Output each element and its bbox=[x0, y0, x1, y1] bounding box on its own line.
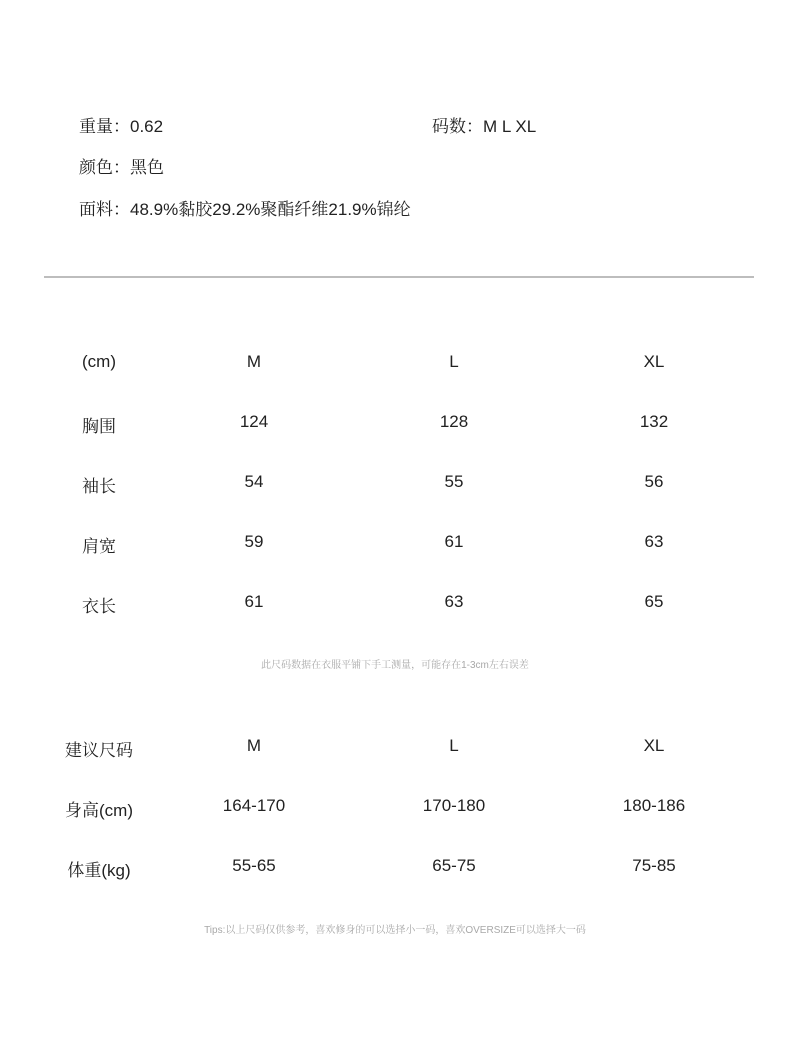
cell-value: 180-186 bbox=[622, 796, 686, 815]
cell-value: 170-180 bbox=[422, 796, 486, 815]
header-size-m: M bbox=[246, 352, 262, 371]
cell-value: 75-85 bbox=[632, 856, 676, 875]
cell-value: 59 bbox=[244, 532, 264, 551]
cell-value: 61 bbox=[244, 592, 264, 611]
cell-value: 124 bbox=[239, 412, 269, 431]
header-size-l: L bbox=[449, 352, 459, 371]
row-label: 身高(cm) bbox=[65, 801, 133, 820]
cell-value: 132 bbox=[639, 412, 669, 431]
measurement-note: 此尺码数据在衣服平铺下手工测量，可能存在1-3cm左右误差 bbox=[261, 660, 529, 671]
cell-value: 56 bbox=[644, 472, 664, 491]
fabric-info: 面料：48.9%黏胶29.2%聚酯纤维21.9%锦纶 bbox=[79, 200, 411, 219]
tips-note: Tips:以上尺码仅供参考，喜欢修身的可以选择小一码，喜欢OVERSIZE可以选择大一码 bbox=[204, 925, 586, 936]
weight-info: 重量：0.62 bbox=[79, 117, 164, 136]
cell-value: 65 bbox=[644, 592, 664, 611]
cell-value: 54 bbox=[244, 472, 264, 491]
row-label: 体重(kg) bbox=[67, 861, 131, 880]
size-options-info: 码数：M L XL bbox=[432, 117, 537, 136]
cell-value: 63 bbox=[444, 592, 464, 611]
header-size-m: M bbox=[246, 736, 262, 755]
cell-value: 55-65 bbox=[232, 856, 276, 875]
row-label: 胸围 bbox=[82, 417, 116, 436]
header-size-xl: XL bbox=[643, 736, 665, 755]
cell-value: 128 bbox=[439, 412, 469, 431]
cell-value: 164-170 bbox=[222, 796, 286, 815]
header-suggest: 建议尺码 bbox=[65, 741, 133, 760]
row-label: 袖长 bbox=[82, 477, 116, 496]
section-divider bbox=[44, 276, 754, 278]
cell-value: 63 bbox=[644, 532, 664, 551]
cell-value: 61 bbox=[444, 532, 464, 551]
row-label: 肩宽 bbox=[82, 537, 116, 556]
cell-value: 55 bbox=[444, 472, 464, 491]
cell-value: 65-75 bbox=[432, 856, 476, 875]
header-size-l: L bbox=[449, 736, 459, 755]
header-size-xl: XL bbox=[643, 352, 665, 371]
row-label: 衣长 bbox=[82, 597, 116, 616]
header-unit: (cm) bbox=[82, 352, 116, 371]
color-info: 颜色：黑色 bbox=[79, 158, 164, 177]
